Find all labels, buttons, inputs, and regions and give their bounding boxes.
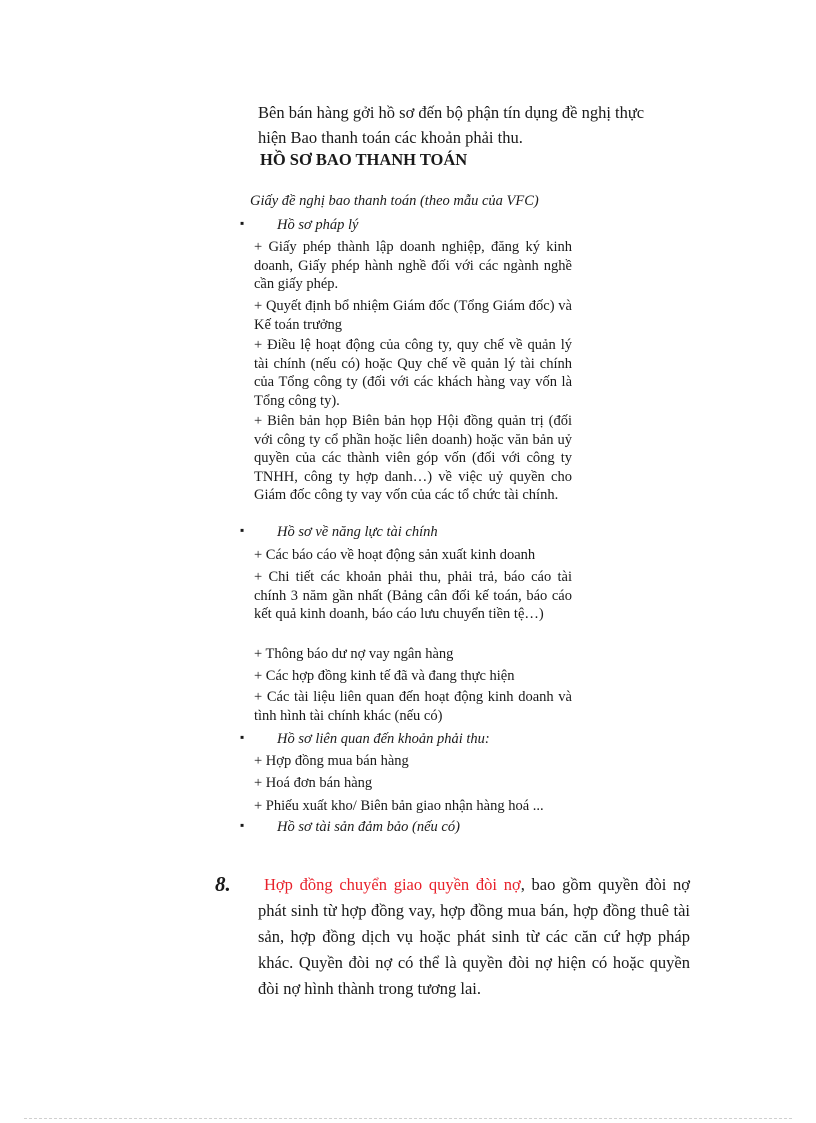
bullet-icon: ▪ bbox=[240, 523, 245, 537]
list-item: + Thông báo dư nợ vay ngân hàng bbox=[254, 646, 454, 662]
page-bottom-divider bbox=[24, 1118, 792, 1119]
list-item: + Điều lệ hoạt động của công ty, quy chế về quản lý tài chính (nếu có) hoặc Quy chế về quản lý tài chính của Tổng công ty (đối với các khách hàng vay vốn là Tổng công ty). bbox=[254, 337, 572, 409]
list-item: + Biên bản họp Biên bản họp Hội đồng quản trị (đối với công ty cổ phần hoặc liên doanh) hoặc văn bản uỷ quyền của các thành viên góp vốn (đối với công ty TNHH, công ty hợp danh…) về việc uỷ quyền cho Giám đốc công ty vay vốn của các tổ chức tài chính. bbox=[254, 413, 572, 503]
list-item: + Các báo cáo về hoạt động sản xuất kinh doanh bbox=[254, 547, 536, 563]
list-item: + Chi tiết các khoản phải thu, phải trả, báo cáo tài chính 3 năm gần nhất (Bảng cân đối kế toán, báo cáo kết quả kinh doanh, báo cáo lưu chuyển tiền tệ…) bbox=[254, 569, 572, 622]
list-item: + Phiếu xuất kho/ Biên bản giao nhận hàng hoá ... bbox=[254, 798, 544, 814]
bullet-icon: ▪ bbox=[240, 818, 245, 832]
list-item: + Các hợp đồng kinh tế đã và đang thực hiện bbox=[254, 668, 515, 684]
list-item: + Hợp đồng mua bán hàng bbox=[254, 753, 409, 769]
debt-transfer-contract-term: Hợp đồng chuyển giao quyền đòi nợ bbox=[264, 875, 521, 894]
section-number: 8. bbox=[215, 872, 231, 896]
bullet-title: Hồ sơ liên quan đến khoản phải thu: bbox=[277, 731, 490, 747]
intro-line-2: hiện Bao thanh toán các khoản phải thu. bbox=[258, 128, 523, 147]
bullet-title: Hồ sơ tài sản đảm bảo (nếu có) bbox=[277, 819, 460, 835]
intro-paragraph bbox=[258, 100, 698, 150]
request-form-subtitle: Giấy đề nghị bao thanh toán (theo mẫu của VFC) bbox=[250, 193, 539, 209]
section-8-paragraph bbox=[258, 872, 690, 1002]
section-heading: HỒ SƠ BAO THANH TOÁN bbox=[260, 150, 468, 169]
list-item: + Quyết định bổ nhiệm Giám đốc (Tổng Giám đốc) và Kế toán trưởng bbox=[254, 298, 572, 333]
intro-line-1: Bên bán hàng gởi hồ sơ đến bộ phận tín dụng đề nghị thực bbox=[258, 103, 645, 122]
section-8-body: , bao gồm quyền đòi nợ phát sinh từ hợp đồng vay, hợp đồng mua bán, hợp đồng thuê tài sản, hợp đồng dịch vụ hoặc phát sinh từ các căn cứ hợp pháp khác. Quyền đòi nợ có thể là quyền đòi nợ hiện có hoặc quyền đòi nợ hình thành trong tương lai. bbox=[258, 875, 690, 998]
list-item: + Các tài liệu liên quan đến hoạt động kinh doanh và tình hình tài chính khác (nếu có) bbox=[254, 689, 572, 724]
bullet-title: Hồ sơ về năng lực tài chính bbox=[277, 524, 438, 540]
bullet-title: Hồ sơ pháp lý bbox=[277, 217, 359, 233]
list-item: + Giấy phép thành lập doanh nghiệp, đăng ký kinh doanh, Giấy phép hành nghề đối với các ngành nghề cần giấy phép. bbox=[254, 239, 572, 292]
bullet-icon: ▪ bbox=[240, 730, 245, 744]
list-item: + Hoá đơn bán hàng bbox=[254, 775, 373, 791]
bullet-icon: ▪ bbox=[240, 216, 245, 230]
